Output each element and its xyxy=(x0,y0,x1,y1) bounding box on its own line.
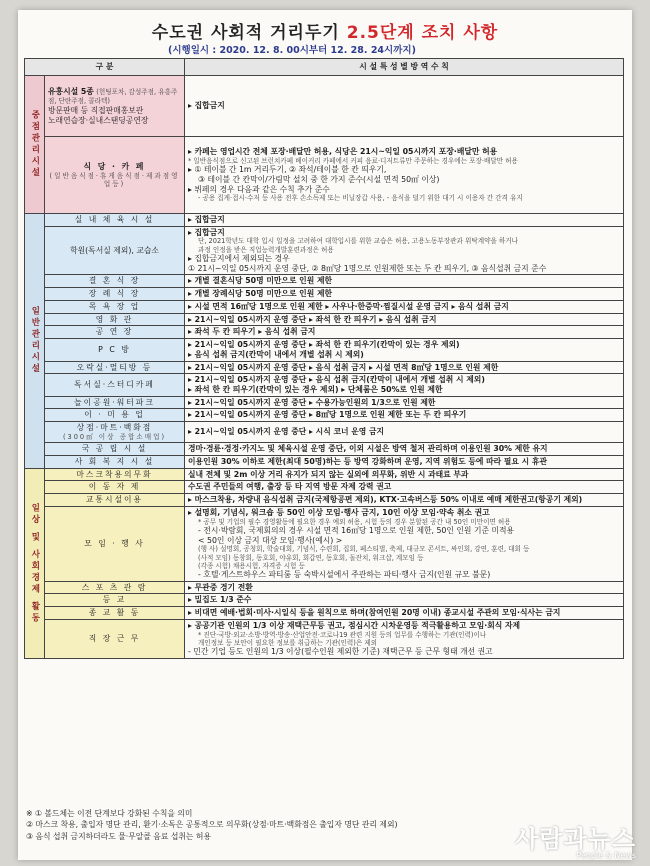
measure-line: ▸ ① 테이블 간 1m 거리두기, ② 좌석/테이블 한 칸 띄우기, xyxy=(188,165,387,175)
table-row xyxy=(25,339,624,361)
facility-cell: 직 장 근 무 xyxy=(45,619,185,658)
table-row xyxy=(25,594,624,607)
facility-cell: 교통시설이용 xyxy=(45,494,185,507)
category-priority: 중점관리시설 xyxy=(25,76,45,214)
facility-label: 식 당 · 카 페 xyxy=(83,161,146,171)
measure-note: * 진단·국방·외교·소방·방역·방송·산업안전·코로나19 관련 지원 등의 업무를 수행하는 기관(인력)이나 xyxy=(198,630,487,639)
table-row xyxy=(25,374,624,396)
facility-cell: 영 화 관 xyxy=(45,313,185,326)
measure-line: ③ 테이블 간 칸막이/가림막 설치 중 한 가지 준수(시설 면적 50㎡ 이상) xyxy=(198,175,440,184)
measure-cell xyxy=(185,339,624,361)
facility-cell: 마스크착용의무화 xyxy=(45,468,185,481)
table-row xyxy=(25,300,624,313)
table-row xyxy=(25,494,624,507)
category-general: 일반관리시설 xyxy=(25,214,45,469)
table-row xyxy=(25,481,624,494)
measure-cell xyxy=(185,506,624,581)
facility-cell: 이 · 미 용 업 xyxy=(45,409,185,422)
facility-cell: 스 포 츠 관 람 xyxy=(45,581,185,594)
measure-note: - 공용 집게·접시·수저 등 사용 전후 손소독제 또는 비닐장갑 사용, - 음식을 덜기 위한 대기 시 이용자 간 간격 유지 xyxy=(198,194,523,203)
table-row xyxy=(25,506,624,581)
measure-cell: ▸ 비대면 예배·법회·미사·시일식 등을 원칙으로 하며(참여인원 20명 이내) 종교시설 주관의 모임·식사는 금지 xyxy=(185,607,624,620)
table-row xyxy=(25,326,624,339)
facility-label: 상점·마트·백화점 xyxy=(76,423,153,433)
table-row xyxy=(25,288,624,301)
effective-date: (시행일시 : 2020. 12. 8. 00시부터 12. 28. 24시까지) xyxy=(168,45,416,56)
document-title xyxy=(18,18,632,43)
facility-cell: 장 례 식 장 xyxy=(45,288,185,301)
measure-cell: ▸ 개별 결혼식당 50명 미만으로 인원 제한 xyxy=(185,275,624,288)
facility-cell: 국 공 립 시 설 xyxy=(45,443,185,456)
title-highlight: 2.5단계 조치 사항 xyxy=(346,23,499,43)
facility-cell: 등 교 xyxy=(45,594,185,607)
table-row xyxy=(25,313,624,326)
measure-cell: ▸ 무관중 경기 전환 xyxy=(185,581,624,594)
measure-line: - 민간 기업 등도 인원의 1/3 이상(필수인원 제외한 기준) 재택근무 등 근무 형태 개선 권고 xyxy=(188,647,493,657)
measure-cell: 경마·경륜·경정·카지노 및 체육시설 운영 중단, 이외 시설은 방역 철저 관리하며 이용인원 30% 제한 유지 xyxy=(185,443,624,456)
facility-label: 노래연습장·실내스탠딩공연장 xyxy=(48,115,149,125)
measure-note: (각종 시험) 채용시험, 자격증 시험 등 xyxy=(198,561,305,570)
facility-cell: 이 동 자 제 xyxy=(45,481,185,494)
measure-line: ▸ 21시~익일 05시까지 운영 중단 ▸ 음식 섭취 금지(칸막이 내에서 개별 섭취 시 제외) xyxy=(188,375,485,385)
document-page xyxy=(18,10,632,860)
measure-cell xyxy=(185,374,624,396)
measure-cell: ▸ 21시~익일 05시까지 운영 중단 ▸ 시식 코너 운영 금지 xyxy=(185,422,624,443)
title-main: 수도권 사회적 거리두기 xyxy=(151,23,340,43)
measure-cell: ▸ 집합금지 xyxy=(185,76,624,137)
table-row xyxy=(25,214,624,227)
measure-cell: 수도권 주민들의 여행, 출장 등 타 지역 방문 자제 강력 권고 xyxy=(185,481,624,494)
facility-sublabel: (300㎡ 이상 종합소매업) xyxy=(62,432,167,441)
measure-cell xyxy=(185,226,624,275)
measure-line: ① 21시~익일 05시까지 운영 중단, ② 8㎡당 1명으로 인원제한 또는 두 칸 띄우기, ③ 음식섭취 금지 준수 xyxy=(188,263,547,273)
table-row xyxy=(25,443,624,456)
facility-cell: 사 회 복 지 시 설 xyxy=(45,455,185,468)
table-row xyxy=(25,619,624,658)
table-row xyxy=(25,361,624,374)
measure-cell: ▸ 밀집도 1/3 준수 xyxy=(185,594,624,607)
facility-cell: 종 교 활 동 xyxy=(45,607,185,620)
measure-cell: ▸ 마스크착용, 차량내 음식섭취 금지(국제항공편 제외), KTX·고속버스등 50% 이내로 예매 제한권고(항공기 제외) xyxy=(185,494,624,507)
facility-cell xyxy=(45,422,185,443)
table-row xyxy=(25,409,624,422)
measure-line: ▸ 집합금지에서 제외되는 경우 xyxy=(188,253,290,263)
table-row xyxy=(25,455,624,468)
facility-cell xyxy=(45,76,185,137)
facility-label: 유흥시설 5종 xyxy=(48,86,94,96)
measure-line: ▸ 좌석 한 칸 띄우기(칸막이 있는 경우 제외) ▸ 단체룸은 50%로 인원 제한 xyxy=(188,385,443,395)
measure-cell: 이용인원 30% 이하로 제한(최대 50명)하는 등 방역 강화하며 운영, 지역 위험도 등에 따라 필요 시 휴관 xyxy=(185,455,624,468)
table-row xyxy=(25,422,624,443)
measure-cell: ▸ 시설 면적 16㎡당 1명으로 인원 제한 ▸ 사우나·한증막·찜질시설 운영 금지 ▸ 음식 섭취 금지 xyxy=(185,300,624,313)
footnote: ② 마스크 착용, 출입자 명단 관리, 환기·소독은 공통적으로 의무화(상점·마트·백화점은 출입자 명단 관리 제외) xyxy=(26,820,398,830)
measure-line: - 호텔·게스트하우스 파티룸 등 숙박시설에서 주관하는 파티·행사 금지(인원 규모 불문) xyxy=(198,570,491,579)
measure-note: (행 사) 설명회, 공청회, 학술대회, 기념식, 수련회, 집회, 페스티벌, 축제, 대규모 콘서트, 싸인회, 강연, 훈련, 대회 등 xyxy=(198,545,530,554)
measure-note: (사적 모임) 동창회, 동호회, 야유회, 회갑연, 동호회, 돌잔치, 워크샵, 계모임 등 xyxy=(198,553,424,562)
category-daily: 일상 및 사회경제 활동 xyxy=(25,468,45,658)
facility-sublabel: (헌팅포차, 감성주점, 유흥주점, 단란주점, 콜라텍) xyxy=(48,87,178,106)
facility-cell: 공 연 장 xyxy=(45,326,185,339)
header-measures: 시 설 특 성 별 방 역 수 칙 xyxy=(185,59,624,76)
measure-line: ▸ 카페는 영업시간 전체 포장·배달만 허용, 식당은 21시~익일 05시까지 포장·배달만 허용 xyxy=(188,147,498,157)
facility-cell xyxy=(45,137,185,214)
footnotes xyxy=(26,808,398,842)
table-row xyxy=(25,581,624,594)
table-row xyxy=(25,396,624,409)
measure-cell: ▸ 21시~익일 05시까지 운영 중단 ▸ 수용가능인원의 1/3으로 인원 제한 xyxy=(185,396,624,409)
header-category: 구 분 xyxy=(25,59,185,76)
facility-cell: 오락실·멀티방 등 xyxy=(45,361,185,374)
measure-cell xyxy=(185,619,624,658)
footnote: ③ 음식 섭취 금지하더라도 물·무알콜 음료 섭취는 허용 xyxy=(26,831,211,841)
measure-note: * 공무 및 기업의 필수 경영활동에 필요한 경우 예외 허용, 시험 등의 경우 분할된 공간 내 50인 미만이면 허용 xyxy=(198,517,511,526)
table-row xyxy=(25,607,624,620)
facility-cell: 학원(독서실 제외), 교습소 xyxy=(45,226,185,275)
measure-cell xyxy=(185,137,624,214)
table-row xyxy=(25,137,624,214)
measures-table xyxy=(24,58,624,659)
measure-note: 단, 2021학년도 대학 입시 일정을 고려하여 대학입시를 위한 교습은 허용, 고용노동부장관과 위탁계약을 하거나 xyxy=(198,237,519,246)
measure-cell: ▸ 21시~익일 05시까지 운영 중단 ▸ 음식 섭취 금지 ▸ 시설 면적 8㎡당 1명으로 인원 제한 xyxy=(185,361,624,374)
facility-sublabel: (일반음식점·휴게음식점·제과점영업등) xyxy=(49,171,180,188)
table-row xyxy=(25,468,624,481)
logo-subtitle: People & News xyxy=(576,851,636,860)
table-row xyxy=(25,275,624,288)
measure-line: < 50인 이상 금지 대상 모임·행사(예시) > xyxy=(198,535,343,545)
measure-line: ▸ 설명회, 기념식, 워크숍 등 50인 이상 모임·행사 금지, 10인 이상 모임·약속 취소 권고 xyxy=(188,507,490,517)
watermark-logo xyxy=(515,819,636,860)
measure-line: ▸ 뷔페의 경우 다음과 같은 수칙 추가 준수 xyxy=(188,184,330,194)
measure-line: ▸ 음식 섭취 금지(칸막이 내에서 개별 섭취 시 제외) xyxy=(188,349,364,359)
measure-line: ▸ 21시~익일 05시까지 운영 중단 ▸ 좌석 한 칸 띄우기(칸막이 있는 경우 제외) xyxy=(188,340,460,350)
facility-label: 방문판매 등 직접판매홍보관 xyxy=(48,106,144,115)
facility-cell: 독서실·스터디카페 xyxy=(45,374,185,396)
footnote: ※ ① 볼드체는 이전 단계보다 강화된 수칙을 의미 xyxy=(26,809,193,818)
table-row xyxy=(25,226,624,275)
measure-note: 과정 인정을 받은 직업능력개발훈련과정은 허용 xyxy=(198,245,334,254)
table-row xyxy=(25,76,624,137)
facility-cell: P C 방 xyxy=(45,339,185,361)
facility-cell: 목 욕 장 업 xyxy=(45,300,185,313)
measure-cell: 실내 전체 및 2m 이상 거리 유지가 되지 않는 실외에 의무화, 위반 시 과태료 부과 xyxy=(185,468,624,481)
table-header xyxy=(25,59,624,76)
measure-line: ▸ 집합금지 xyxy=(188,227,225,237)
measure-note: 개인정보 등 보안이 필요한 정보를 취급하는 기관(인력)은 제외 xyxy=(198,638,378,647)
measure-cell: ▸ 좌석 두 칸 띄우기 ▸ 음식 섭취 금지 xyxy=(185,326,624,339)
measure-line: ▸ 공공기관 인원의 1/3 이상 재택근무등 권고, 점심시간 시차운영등 적극활용하고 모임·회식 자제 xyxy=(188,620,521,630)
measure-cell: ▸ 집합금지 xyxy=(185,214,624,227)
measure-cell: ▸ 21시~익일 05시까지 운영 중단 ▸ 8㎡당 1명으로 인원 제한 또는 두 칸 띄우기 xyxy=(185,409,624,422)
measure-cell: ▸ 21시~익일 05시까지 운영 중단 ▸ 좌석 한 칸 띄우기 ▸ 음식 섭취 금지 xyxy=(185,313,624,326)
measure-note: * 일반음식점으로 신고된 브런치카페 베이커리 카페에서 커피 음료·디저트류만 주문하는 경우에는 포장·배달만 허용 xyxy=(188,157,518,166)
facility-cell: 결 혼 식 장 xyxy=(45,275,185,288)
measure-line: - 전시·박람회, 국제회의의 경우 시설 면적 16㎡당 1명으로 인원 제한, 50인 인원 기준 미적용 xyxy=(198,525,515,535)
logo-name: 사람과뉴스 xyxy=(515,825,636,853)
facility-cell: 모 임 · 행 사 xyxy=(45,506,185,581)
measure-cell: ▸ 개별 장례식당 50명 미만으로 인원 제한 xyxy=(185,288,624,301)
facility-cell: 놀이공원·워터파크 xyxy=(45,396,185,409)
facility-cell: 실 내 체 육 시 설 xyxy=(45,214,185,227)
